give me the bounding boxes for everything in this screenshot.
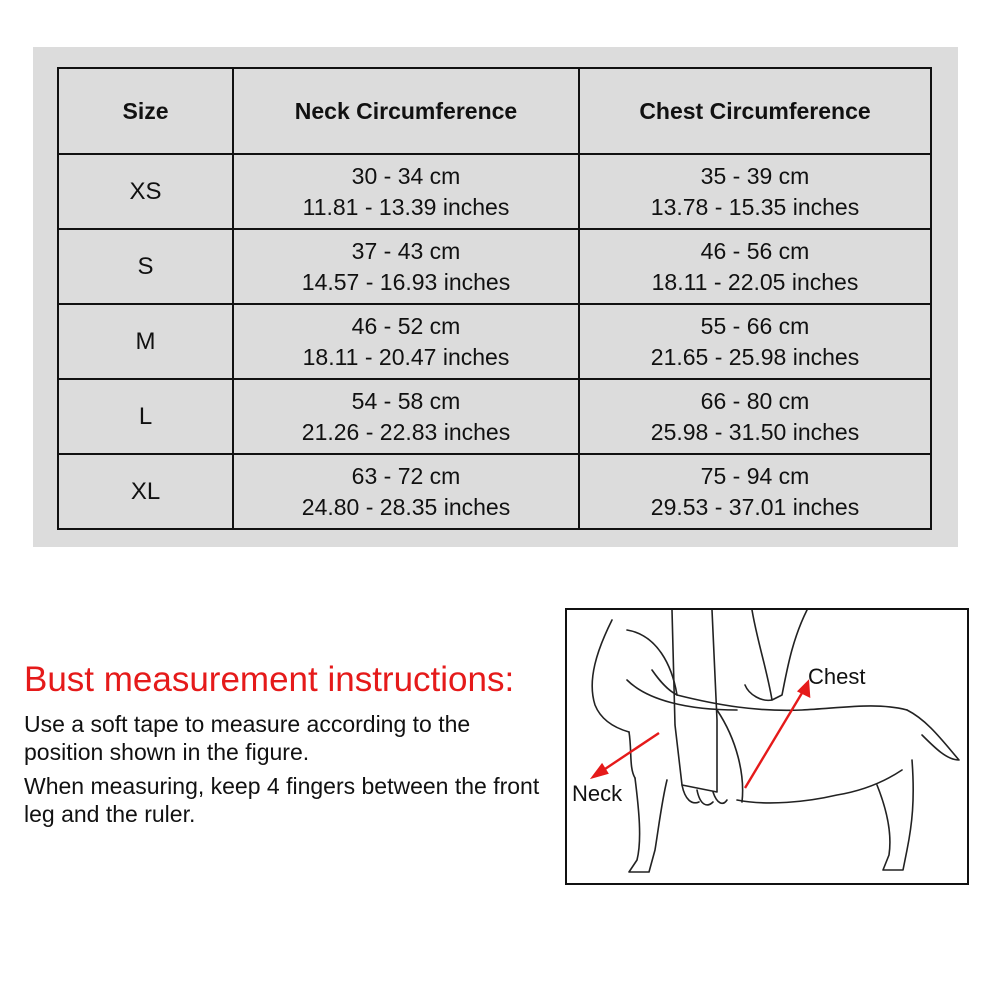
neck-arrow-line bbox=[599, 733, 659, 773]
dog-head-outline bbox=[592, 620, 629, 732]
chest-inches: 13.78 - 15.35 inches bbox=[650, 193, 860, 220]
instructions-line-2: When measuring, keep 4 fingers between the front leg and the ruler. bbox=[24, 773, 540, 827]
neck-cell bbox=[233, 154, 579, 229]
instructions-block bbox=[24, 660, 544, 828]
chest-cm: 55 - 66 cm bbox=[700, 312, 810, 339]
header-chest: Chest Circumference bbox=[579, 68, 931, 154]
header-size: Size bbox=[58, 68, 233, 154]
size-cell: XS bbox=[58, 154, 233, 229]
neck-cell bbox=[233, 229, 579, 304]
dog-front-leg bbox=[629, 778, 667, 872]
chest-inches: 18.11 - 22.05 inches bbox=[651, 268, 859, 295]
chest-cm: 75 - 94 cm bbox=[700, 462, 810, 489]
neck-cell bbox=[233, 304, 579, 379]
chest-inches: 25.98 - 31.50 inches bbox=[650, 418, 860, 445]
neck-cell bbox=[233, 379, 579, 454]
person-hand-2 bbox=[745, 610, 807, 700]
person-hand-fingers bbox=[682, 785, 727, 805]
chest-cell bbox=[579, 154, 931, 229]
neck-cm: 54 - 58 cm bbox=[351, 387, 461, 414]
neck-strap bbox=[627, 680, 737, 710]
neck-inches: 24.80 - 28.35 inches bbox=[301, 493, 511, 520]
table-row bbox=[58, 304, 931, 379]
chest-cell bbox=[579, 454, 931, 529]
table-row bbox=[58, 379, 931, 454]
size-cell: M bbox=[58, 304, 233, 379]
person-arm bbox=[672, 610, 717, 792]
chest-inches: 29.53 - 37.01 inches bbox=[650, 493, 860, 520]
neck-arrow-head bbox=[593, 765, 607, 777]
chest-label: Chest bbox=[808, 664, 866, 689]
dog-neck-outline bbox=[629, 732, 635, 778]
table-header-row bbox=[58, 68, 931, 154]
size-cell: XL bbox=[58, 454, 233, 529]
neck-label: Neck bbox=[572, 781, 623, 806]
size-chart-panel bbox=[33, 47, 958, 547]
chest-inches: 21.65 - 25.98 inches bbox=[650, 343, 860, 370]
chest-cm: 66 - 80 cm bbox=[700, 387, 810, 414]
neck-cell bbox=[233, 454, 579, 529]
chest-cm: 35 - 39 cm bbox=[700, 162, 810, 189]
instructions-title: Bust measurement instructions: bbox=[24, 660, 515, 699]
chest-strap bbox=[717, 710, 743, 802]
chest-cm: 46 - 56 cm bbox=[700, 237, 810, 264]
neck-cm: 37 - 43 cm bbox=[351, 237, 461, 264]
dog-hind-leg bbox=[877, 760, 913, 870]
dog-tail-outline bbox=[907, 710, 959, 760]
neck-inches: 18.11 - 20.47 inches bbox=[302, 343, 510, 370]
neck-cm: 30 - 34 cm bbox=[351, 162, 461, 189]
table-row bbox=[58, 229, 931, 304]
size-cell: S bbox=[58, 229, 233, 304]
size-cell: L bbox=[58, 379, 233, 454]
dog-measurement-figure bbox=[565, 608, 969, 885]
header-neck: Neck Circumference bbox=[233, 68, 579, 154]
chest-arrow-line bbox=[745, 688, 805, 788]
instructions-line-1: Use a soft tape to measure according to the position shown in the figure. bbox=[24, 711, 471, 765]
dog-illustration bbox=[567, 610, 967, 883]
neck-inches: 14.57 - 16.93 inches bbox=[301, 268, 511, 295]
size-chart-table bbox=[57, 67, 932, 530]
neck-cm: 46 - 52 cm bbox=[351, 312, 461, 339]
neck-inches: 21.26 - 22.83 inches bbox=[301, 418, 511, 445]
neck-inches: 11.81 - 13.39 inches bbox=[302, 193, 510, 220]
chest-cell bbox=[579, 229, 931, 304]
chest-cell bbox=[579, 304, 931, 379]
neck-cm: 63 - 72 cm bbox=[351, 462, 461, 489]
dog-ear-outline bbox=[627, 630, 677, 695]
table-row bbox=[58, 154, 931, 229]
chest-cell bbox=[579, 379, 931, 454]
table-row bbox=[58, 454, 931, 529]
